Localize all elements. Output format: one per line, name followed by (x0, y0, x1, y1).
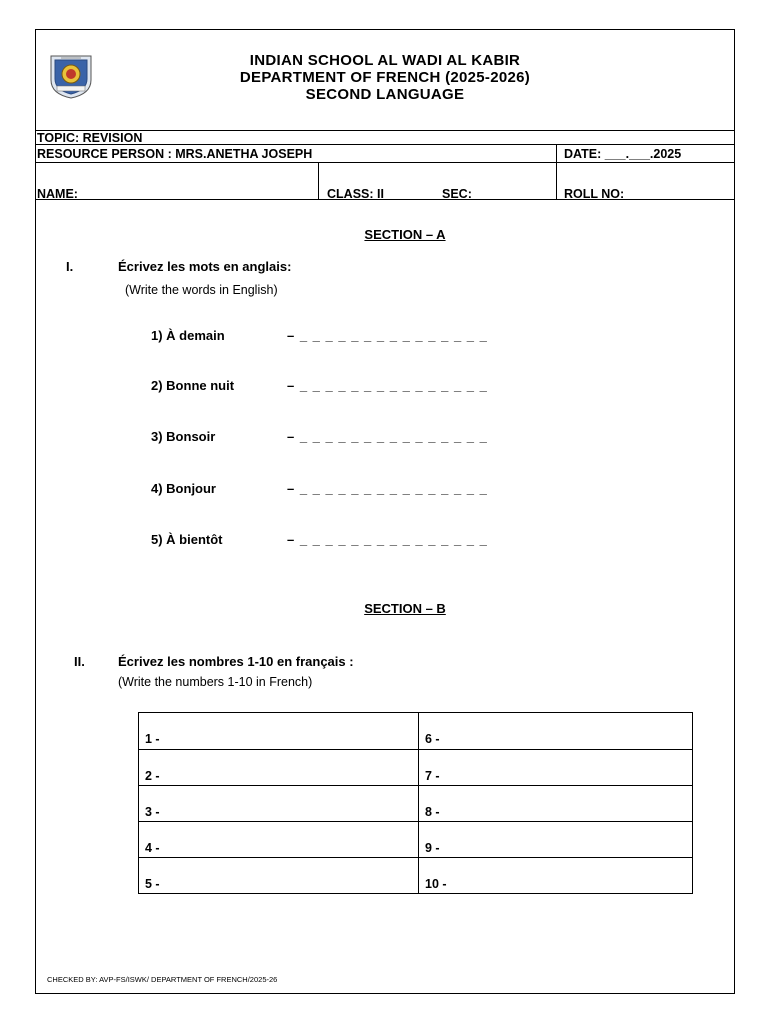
section-b-title: SECTION – B (364, 601, 446, 616)
word-label: 4) Bonjour (151, 481, 216, 496)
language-level: SECOND LANGUAGE (305, 86, 465, 103)
date-field: DATE: ___.___.2025 (564, 147, 682, 161)
number-cell: 5 - (139, 858, 419, 893)
answer-blank: – _ _ _ _ _ _ _ _ _ _ _ _ _ _ _ (287, 532, 488, 547)
question-1-instruction: Écrivez les mots en anglais: (118, 259, 292, 274)
number-cell: 2 - (139, 750, 419, 785)
table-row (139, 821, 692, 857)
section-a-title: SECTION – A (364, 227, 446, 242)
word-label: 5) À bientôt (151, 532, 223, 547)
answer-blank: – _ _ _ _ _ _ _ _ _ _ _ _ _ _ _ (287, 429, 488, 444)
word-item (151, 328, 488, 343)
number-cell: 9 - (425, 841, 440, 855)
resource-person: RESOURCE PERSON : MRS.ANETHA JOSEPH (37, 147, 313, 161)
number-cell: 1 - (139, 713, 419, 749)
roll-number-field: ROLL NO:___ (564, 187, 646, 201)
numbers-table (138, 712, 693, 894)
table-row (139, 857, 692, 893)
number-cell: 10 - (425, 877, 447, 891)
word-item (151, 429, 488, 444)
question-2-instruction: Écrivez les nombres 1-10 en français : (118, 654, 354, 669)
footer-note: CHECKED BY: AVP-FS/ISWK/ DEPARTMENT OF FRENCH/2025-26 (47, 975, 278, 984)
resource-row (36, 144, 734, 162)
table-row (139, 749, 692, 785)
header (36, 30, 734, 130)
question-1-translation: (Write the words in English) (125, 283, 278, 297)
number-cell: 8 - (425, 805, 440, 819)
word-item (151, 378, 488, 393)
school-title (36, 52, 734, 103)
answer-blank: – _ _ _ _ _ _ _ _ _ _ _ _ _ _ _ (287, 328, 488, 343)
word-label: 1) À demain (151, 328, 225, 343)
number-cell: 4 - (139, 822, 419, 857)
class-field: CLASS: II (327, 187, 384, 201)
table-row (139, 785, 692, 821)
question-2-number: II. (74, 654, 85, 669)
number-cell: 6 - (425, 732, 440, 746)
question-2-translation: (Write the numbers 1-10 in French) (118, 675, 313, 689)
word-item (151, 532, 488, 547)
word-item (151, 481, 488, 496)
number-cell: 3 - (139, 786, 419, 821)
word-label: 2) Bonne nuit (151, 378, 235, 393)
topic-row (36, 130, 734, 144)
student-row (36, 162, 734, 200)
department-name: DEPARTMENT OF FRENCH (2025-2026) (239, 69, 531, 86)
number-cell: 7 - (425, 769, 440, 783)
table-row (139, 713, 692, 749)
topic-label: TOPIC: REVISION (37, 131, 143, 145)
name-field: NAME: ______________________ (37, 187, 235, 201)
answer-blank: – _ _ _ _ _ _ _ _ _ _ _ _ _ _ _ (287, 378, 488, 393)
question-1-number: I. (66, 259, 74, 274)
school-name: INDIAN SCHOOL AL WADI AL KABIR (249, 52, 521, 69)
word-label: 3) Bonsoir (151, 429, 216, 444)
section-field: SEC:___ (442, 187, 493, 201)
answer-blank: – _ _ _ _ _ _ _ _ _ _ _ _ _ _ _ (287, 481, 488, 496)
